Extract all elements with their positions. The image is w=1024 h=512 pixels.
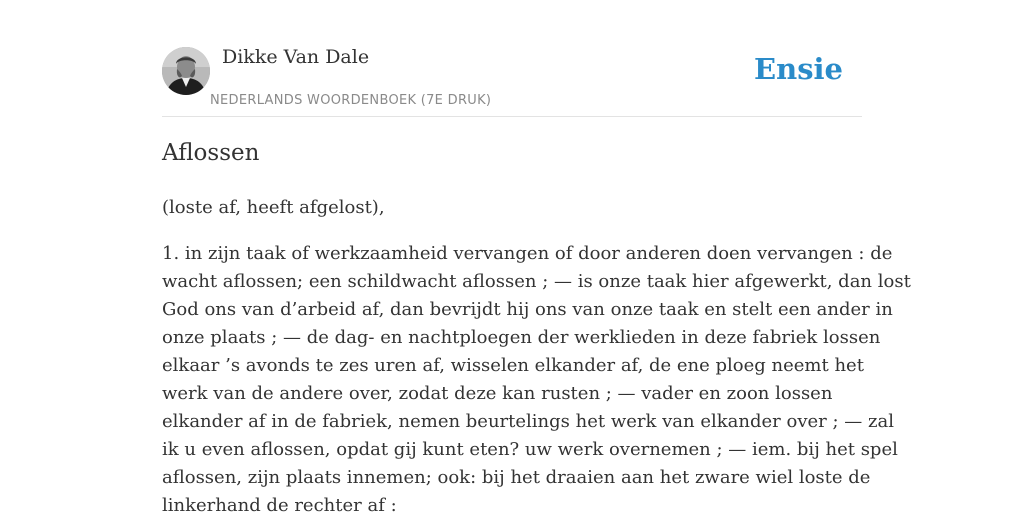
definition-line: wacht aflossen; een schildwacht aflossen ; — is onze taak hier afgewerkt, dan lost (162, 271, 911, 292)
ensie-logo[interactable]: Ensie (754, 52, 843, 86)
page (162, 0, 911, 512)
definition-line: God ons van d’arbeid af, dan bevrijdt hij ons van onze taak en stelt een ander in (162, 299, 893, 320)
definition-line: elkander af in de fabriek, nemen beurtelings het werk van elkander over ; — zal (162, 411, 894, 432)
source-dictionary[interactable]: NEDERLANDS WOORDENBOEK (7E DRUK) (210, 93, 492, 108)
author-name[interactable]: Dikke Van Dale (222, 46, 370, 68)
definition-line: elkaar ’s avonds te zes uren af, wisselen elkander af, de ene ploeg neemt het (162, 355, 864, 376)
definition-line: werk van de andere over, zodat deze kan rusten ; — vader en zoon lossen (162, 383, 833, 404)
definition-line: linkerhand de rechter af : (162, 495, 397, 512)
header (162, 0, 862, 117)
definition-line: ik u even aflossen, opdat gij kunt eten? uw werk overnemen ; — iem. bij het spel (162, 439, 898, 460)
entry-title: Aflossen (162, 140, 260, 166)
definition-line: onze plaats ; — de dag- en nachtploegen der werklieden in deze fabriek lossen (162, 327, 881, 348)
author-avatar[interactable] (162, 47, 210, 95)
definition-line: aflossen, zijn plaats innemen; ook: bij het draaien aan het zware wiel loste de (162, 467, 871, 488)
portrait-photo-icon (162, 47, 210, 95)
entry-inflection: (loste af, heeft afgelost), (162, 197, 385, 218)
definition-line: 1. in zijn taak of werkzaamheid vervangen of door anderen doen vervangen : de (162, 243, 893, 264)
entry-definition (162, 240, 911, 512)
